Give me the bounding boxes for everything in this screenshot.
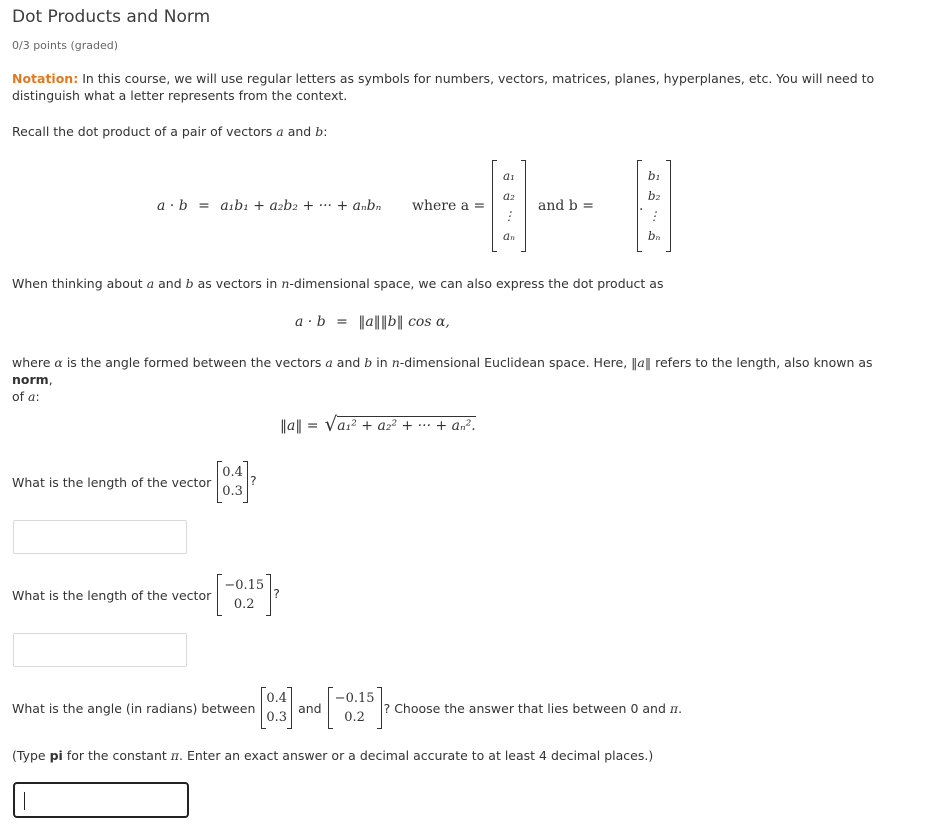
hint-text: (Type: [12, 748, 46, 763]
q2-text: What is the length of the vector: [12, 587, 212, 603]
var-b: b: [315, 124, 324, 139]
q1-text: What is the length of the vector: [12, 474, 212, 490]
recall-colon: :: [323, 124, 328, 139]
where-text: ,: [48, 372, 53, 387]
notation-label: Notation:: [12, 71, 79, 86]
eq1-rhs: a₁b₁ + a₂b₂ + ··· + aₙbₙ: [220, 198, 382, 214]
var-n: n: [281, 276, 290, 291]
a-entry: a₁: [503, 169, 515, 183]
norm-formula: [280, 414, 476, 434]
eq1-where-text: where a =: [412, 198, 486, 214]
a-entry: a₂: [503, 189, 515, 203]
where-text: :: [35, 389, 40, 404]
thinking-text: When thinking about: [12, 276, 143, 291]
eq2-equals: =: [336, 314, 348, 330]
notation-paragraph: [12, 70, 892, 104]
var-a: a: [146, 276, 155, 291]
thinking-text: as vectors in: [197, 276, 278, 291]
q2-entry: 0.2: [233, 597, 255, 612]
where-text: and: [336, 355, 361, 370]
thinking-text: -dimensional space, we can also express the dot product as: [289, 276, 664, 291]
b-entry: b₂: [647, 189, 661, 203]
hint-pi: pi: [49, 748, 63, 763]
q3-entry: −0.15: [334, 691, 375, 706]
q3-vector-1: [261, 687, 292, 729]
vector-a-matrix: [492, 160, 526, 252]
eq1-lhs: a · b: [157, 198, 188, 214]
norm-word: norm: [12, 372, 49, 387]
eq1-and-b: [538, 198, 594, 214]
b-entry: b₁: [647, 169, 661, 183]
a-entry: aₙ: [502, 229, 516, 243]
problem-title: Dot Products and Norm: [12, 7, 211, 27]
q3-entry: 0.3: [266, 710, 288, 725]
q3-entry: 0.4: [266, 691, 288, 706]
hint-text: for the constant: [66, 748, 167, 763]
var-a: a: [325, 355, 333, 370]
q1-suffix: ?: [249, 473, 257, 488]
var-b: b: [185, 276, 194, 291]
recall-and: and: [287, 124, 312, 139]
pi-symbol: π: [669, 700, 679, 716]
q2-suffix: ?: [273, 586, 280, 601]
question-2: [12, 574, 280, 616]
eq1-period: .: [639, 198, 644, 214]
eq1-and-b-text: and b =: [538, 198, 594, 214]
where-text: refers to the length, also known as: [655, 355, 873, 370]
points-label: 0/3 points (graded): [12, 39, 119, 52]
eq3-lhs: ‖a‖ =: [280, 418, 319, 434]
pi-symbol: π: [170, 748, 179, 763]
q3-suffix: ? Choose the answer that lies between 0 and: [383, 700, 666, 716]
var-b: b: [364, 355, 373, 370]
eq3-radicand: a₁² + a₂² + ··· + aₙ².: [337, 418, 476, 434]
q2-answer-input[interactable]: [13, 633, 187, 667]
q1-entry: 0.3: [222, 484, 243, 499]
eq1-where: [412, 198, 485, 214]
var-n: n: [391, 355, 400, 370]
q3-end: .: [678, 700, 683, 716]
var-alpha: α: [54, 355, 63, 370]
a-entry: ⋮: [503, 209, 515, 223]
q3-and: and: [298, 700, 322, 716]
var-a: a: [28, 389, 36, 404]
sqrt-sign: √: [324, 412, 338, 436]
eq1-equals: =: [198, 198, 210, 214]
thinking-text: and: [158, 276, 182, 291]
var-a: a: [276, 124, 284, 139]
q1-vector: [217, 461, 248, 503]
q1-answer-input[interactable]: [13, 520, 187, 554]
recall-text: Recall the dot product of a pair of vectors: [12, 124, 273, 139]
q1-entry: 0.4: [222, 465, 243, 480]
hint-text: . Enter an exact answer or a decimal accurate to at least 4 decimal places.): [179, 748, 654, 763]
dot-product-formula: [157, 198, 381, 214]
text-caret: [24, 792, 25, 810]
norm-a: ‖a‖: [631, 355, 652, 370]
q3-entry: 0.2: [344, 710, 365, 725]
where-text: -dimensional Euclidean space. Here,: [399, 355, 628, 370]
b-entry: bₙ: [647, 229, 661, 243]
b-entry: ⋮: [648, 209, 661, 223]
where-text: in: [376, 355, 388, 370]
q3-hint: [12, 747, 892, 764]
where-text: where: [12, 355, 51, 370]
question-1: [12, 461, 257, 503]
where-text: is the angle formed between the vectors: [66, 355, 322, 370]
q3-answer-input[interactable]: [13, 782, 189, 818]
q2-vector: [217, 574, 271, 616]
question-3: [12, 687, 682, 729]
q3-vector-2: [328, 687, 382, 729]
thinking-paragraph: [12, 275, 892, 292]
cosine-formula: [295, 314, 450, 330]
eq2-lhs: a · b: [295, 314, 326, 330]
recall-paragraph: [12, 123, 892, 140]
q3-text: What is the angle (in radians) between: [12, 700, 256, 716]
eq2-rhs: ‖a‖‖b‖ cos α,: [358, 314, 450, 330]
where-text: of: [12, 389, 25, 404]
q2-entry: −0.15: [224, 578, 265, 593]
notation-text: In this course, we will use regular letters as symbols for numbers, vectors, matrices, planes, hyperplanes, etc. You will need to distinguish what a letter represents from the context.: [12, 71, 875, 103]
where-paragraph: [12, 354, 892, 405]
